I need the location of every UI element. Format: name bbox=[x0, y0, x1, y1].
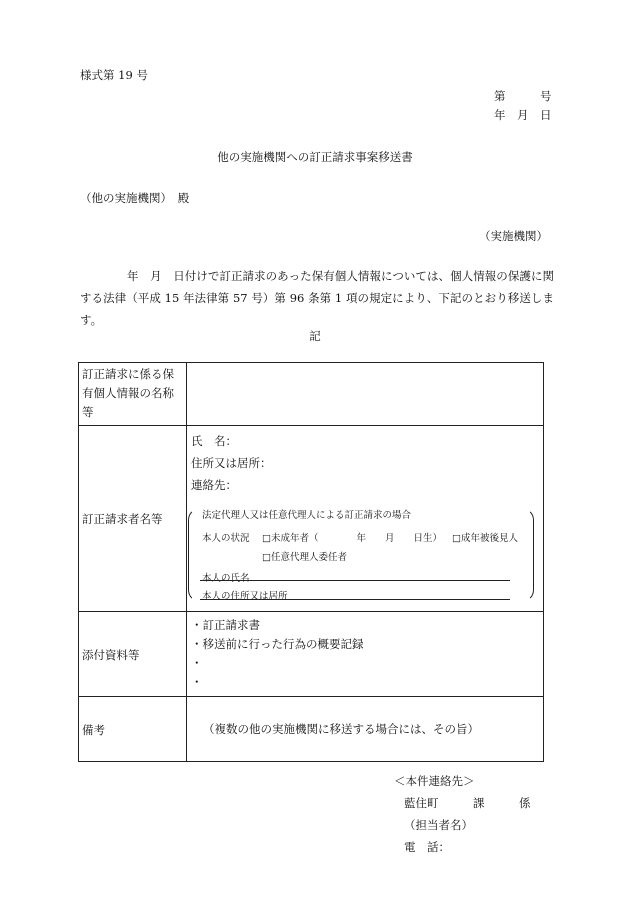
table-row bbox=[79, 612, 544, 697]
contact-dept: 藍住町 課 係 bbox=[404, 796, 531, 810]
value-info-name bbox=[187, 363, 544, 426]
row-label-attachments: 添付資料等 bbox=[79, 612, 187, 697]
contact-heading: ＜本件連絡先＞ bbox=[394, 774, 475, 788]
contact-person: （担当者名） bbox=[404, 818, 473, 832]
table-row bbox=[79, 363, 544, 426]
body-paragraph: 年 月 日付けで訂正請求のあった保有個人情報については、個人情報の保護に関する法律（平成 15 年法律第 57 号）第 96 条第 1 項の規定により、下記のとおり移送します。 bbox=[80, 269, 554, 327]
attachment-item: ・ bbox=[191, 675, 203, 689]
form-number: 様式第 19 号 bbox=[80, 68, 148, 82]
contact-block bbox=[394, 770, 531, 858]
document-number: 第 号 bbox=[494, 89, 552, 103]
row-label-info-name: 訂正請求に係る保有個人情報の名称等 bbox=[79, 363, 187, 426]
agent-minor-checkbox: □未成年者（ 年 月 日生） bbox=[262, 533, 442, 544]
ki-heading: 記 bbox=[309, 329, 321, 343]
value-remarks: （複数の他の実施機関に移送する場合には、その旨） bbox=[187, 697, 544, 762]
table-row bbox=[79, 697, 544, 762]
value-attachments bbox=[187, 612, 544, 697]
sender: （実施機関） bbox=[479, 229, 548, 243]
attachment-item: ・ bbox=[191, 656, 203, 670]
attachment-item: ・訂正請求書 bbox=[191, 618, 260, 632]
attachment-item: ・移送前に行った行為の概要記録 bbox=[191, 637, 364, 651]
requester-address: 住所又は居所： bbox=[191, 456, 272, 470]
person-address-underline bbox=[200, 599, 510, 600]
contact-phone: 電 話： bbox=[404, 840, 450, 854]
agent-heading: 法定代理人又は任意代理人による訂正請求の場合 bbox=[202, 510, 412, 521]
agent-status-label: 本人の状況 bbox=[202, 533, 250, 544]
agent-person-name: 本人の氏名 bbox=[202, 573, 250, 584]
requester-contact: 連絡先： bbox=[191, 478, 237, 492]
document-title: 他の実施機関への訂正請求事案移送書 bbox=[217, 150, 413, 164]
agent-ward-checkbox: □成年被後見人 bbox=[452, 533, 518, 544]
document-date: 年 月 日 bbox=[494, 108, 552, 122]
addressee: （他の実施機関） 殿 bbox=[80, 191, 190, 205]
agent-person-address: 本人の住所又は居所 bbox=[202, 591, 288, 602]
requester-name: 氏 名： bbox=[191, 434, 237, 448]
row-label-remarks: 備考 bbox=[79, 697, 187, 762]
person-name-underline bbox=[200, 580, 510, 581]
row-label-requester: 訂正請求者名等 bbox=[79, 426, 187, 612]
agent-voluntary-checkbox: □任意代理人委任者 bbox=[262, 552, 347, 563]
